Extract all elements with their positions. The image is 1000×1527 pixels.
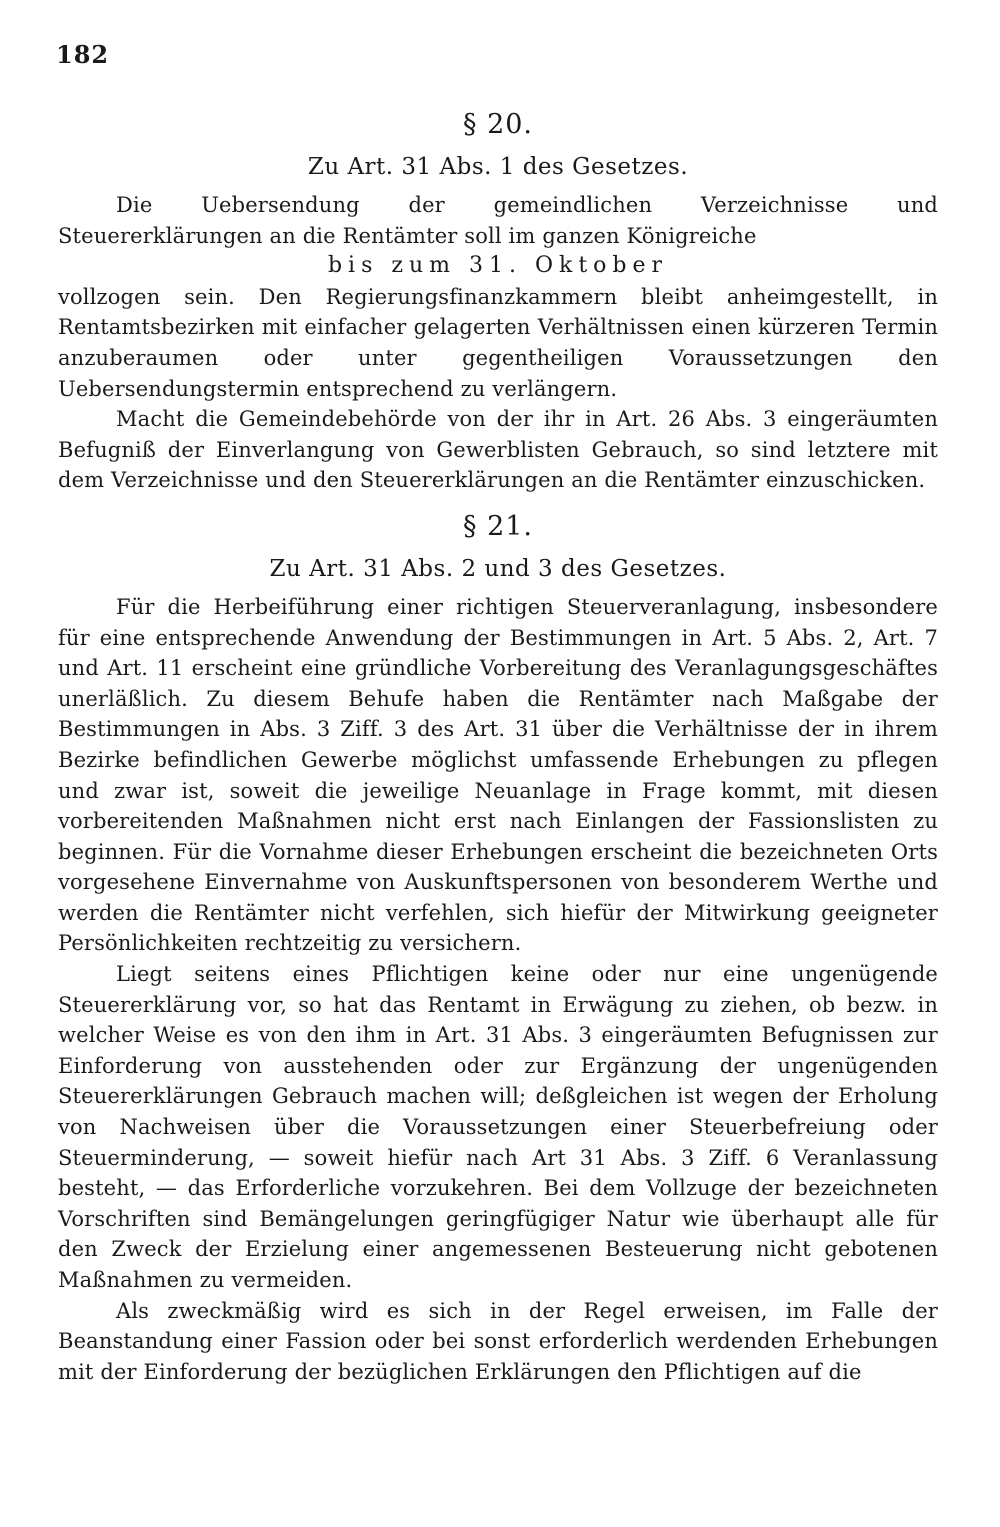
paragraph: Als zweckmäßig wird es sich in der Regel erweisen, im Falle der Beanstandung einer Fassion oder bei sonst erforderlich werdenden Erhebungen mit der Einforderung der bezüglichen Erklärungen den Pflichtigen auf die xyxy=(58,1298,938,1384)
paragraph: Liegt seitens eines Pflichtigen keine oder nur eine ungenügende Steuererklärung vor, so hat das Rentamt in Erwägung zu ziehen, ob bezw. in welcher Weise es von den ihm in Art. 31 Abs. 3 eingeräumten Befugnissen zur Einforderung von ausstehenden oder zur Ergänzung der ungenügenden Steuererklärungen Gebrauch machen will; deßgleichen ist wegen der Erholung von Nachweisen über die Voraussetzungen einer Steuerbefreiung oder Steuerminderung, — soweit hiefür nach Art 31 Abs. 3 Ziff. 6 Veranlassung besteht, — das Erforderliche vorzukehren. Bei dem Vollzuge der bezeichneten Vorschriften sind Bemängelungen geringfügiger Natur wie überhaupt alle für den Zweck der Erzielung einer angemessenen Besteuerung nicht gebotenen Maßnahmen zu vermeiden. xyxy=(58,962,938,1292)
page-number: 182 xyxy=(56,40,110,69)
paragraph: Die Uebersendung der gemeindlichen Verzeichnisse und Steuererklärungen an die Rentämter soll im ganzen Königreiche xyxy=(58,193,938,248)
section-subheading: Zu Art. 31 Abs. 1 des Gesetzes. xyxy=(307,154,689,180)
paragraph-continuation: vollzogen sein. Den Regierungsfinanzkammern bleibt anheimgestellt, in Rentamtsbezirken mit einfacher gelagerten Verhältnissen einen kürzeren Termin anzuberaumen oder unter gegentheiligen Voraussetzungen den Uebersendungstermin entsprechend zu verlängern. xyxy=(58,284,938,401)
paragraph: Für die Herbeiführung einer richtigen Steuerveranlagung, insbesondere für eine entsprechende Anwendung der Bestimmungen in Art. 5 Abs. 2, Art. 7 und Art. 11 erscheint eine gründliche Vorbereitung des Veranlagungsgeschäftes unerläßlich. Zu diesem Behufe haben die Rentämter nach Maßgabe der Bestimmungen in Abs. 3 Ziff. 3 des Art. 31 über die Verhältnisse der in ihrem Bezirke befindlichen Gewerbe möglichst umfassende Erhebungen zu pflegen und zwar ist, soweit die jeweilige Neuanlage in Frage kommt, mit diesen vorbereitenden Maßnahmen nicht erst nach Einlangen der Fassionslisten zu beginnen. Für die Vornahme dieser Erhebungen erscheint die bezeichneten Orts vorgesehene Einvernahme von Auskunftspersonen von besonderem Werthe und werden die Rentämter nicht verfehlen, sich hiefür der Mitwirkung geeigneter Persönlichkeiten rechtzeitig zu versichern. xyxy=(58,594,938,956)
paragraph: Macht die Gemeindebehörde von der ihr in Art. 26 Abs. 3 eingeräumten Befugniß der Einverlangung von Gewerblisten Gebrauch, so sind letztere mit dem Verzeichnisse und den Steuererklärungen an die Rentämter einzuschicken. xyxy=(58,407,938,493)
section-subheading: Zu Art. 31 Abs. 2 und 3 des Gesetzes. xyxy=(269,555,727,582)
deadline-line: bis zum 31. Oktober xyxy=(327,253,669,279)
section-21 xyxy=(58,510,938,1387)
section-heading: § 20. xyxy=(462,109,534,140)
section-heading: § 21. xyxy=(462,510,534,542)
section-20 xyxy=(58,108,938,496)
page-body xyxy=(58,108,938,1387)
